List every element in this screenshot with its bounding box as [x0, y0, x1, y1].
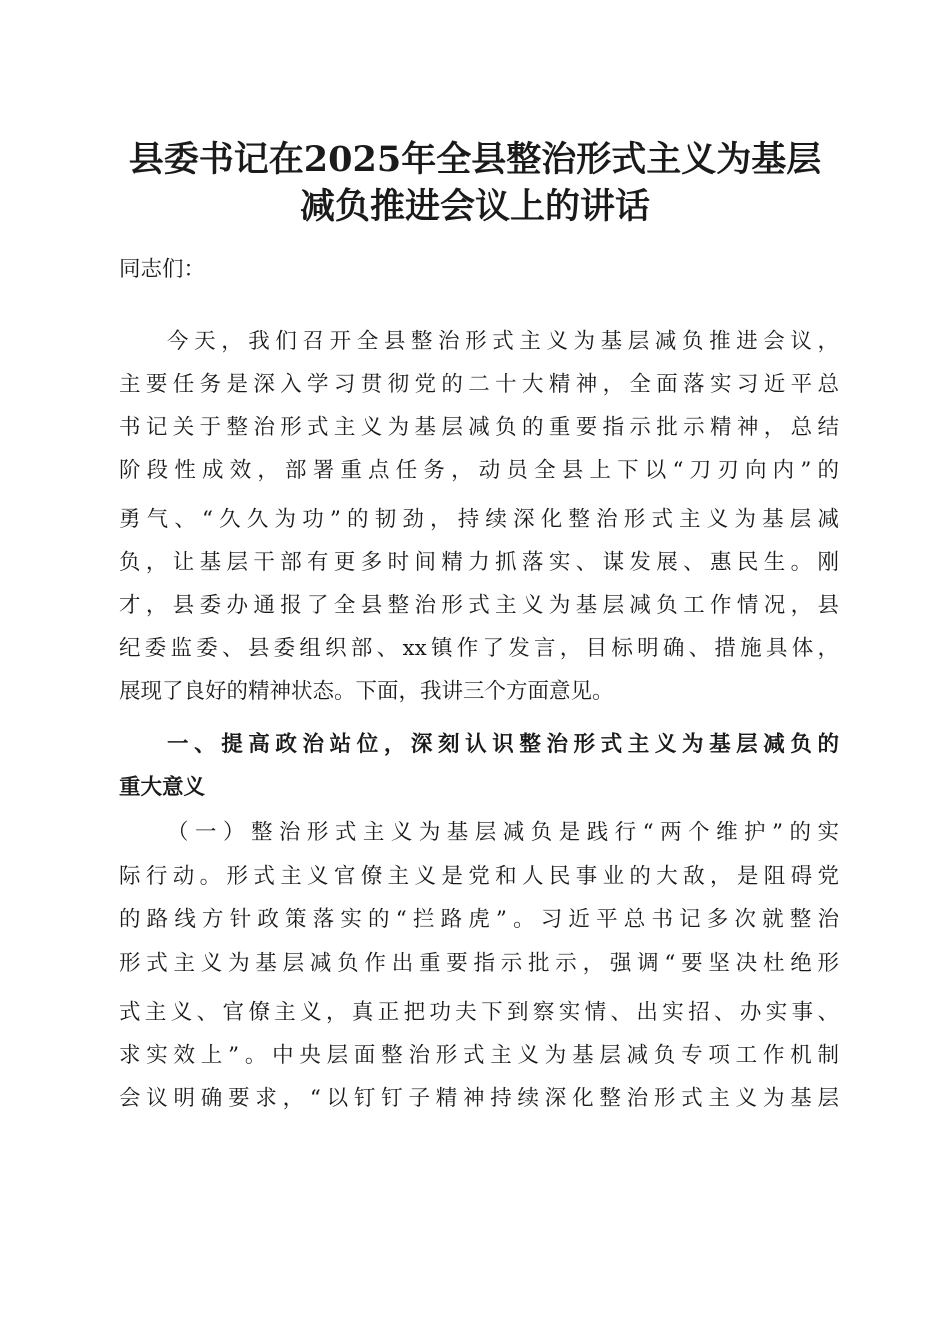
paragraph-line: 才，县委办通报了全县整治形式主义为基层减负工作情况，县 — [119, 593, 839, 618]
paragraph-line: （一）整治形式主义为基层减负是践行“两个维护”的实 — [167, 820, 839, 845]
paragraph-line: 的路线方针政策落实的“拦路虎”。习近平总书记多次就整治 — [119, 907, 839, 932]
paragraph-line: 主要任务是深入学习贯彻党的二十大精神，全面落实习近平总 — [119, 372, 839, 397]
paragraph-line: 书记关于整治形式主义为基层减负的重要指示批示精神，总结 — [119, 415, 839, 440]
paragraph-line: 会议明确要求，“以钉钉子精神持续深化整治形式主义为基层 — [119, 1086, 839, 1111]
section-heading-line-1: 一、提高政治站位，深刻认识整治形式主义为基层减负的 — [167, 732, 839, 757]
document-title-line-1: 县委书记在2025年全县整治形式主义为基层 — [128, 139, 822, 180]
paragraph-line: 式主义、官僚主义，真正把功夫下到察实情、出实招、办实事、 — [119, 1000, 839, 1025]
paragraph-line: 求实效上”。中央层面整治形式主义为基层减负专项工作机制 — [119, 1043, 839, 1068]
paragraph-line: 形式主义为基层减负作出重要指示批示，强调“要坚决杜绝形 — [119, 951, 839, 976]
paragraph-line: 际行动。形式主义官僚主义是党和人民事业的大敌，是阻碍党 — [119, 864, 839, 889]
document-title-line-2: 减负推进会议上的讲话 — [299, 186, 650, 227]
paragraph-line: 纪委监委、县委组织部、xx镇作了发言，目标明确、措施具体， — [119, 636, 839, 661]
section-heading-line-2: 重大意义 — [119, 775, 206, 800]
salutation: 同志们： — [119, 257, 206, 282]
paragraph-line: 今天，我们召开全县整治形式主义为基层减负推进会议， — [167, 329, 839, 354]
paragraph-line: 负，让基层干部有更多时间精力抓落实、谋发展、惠民生。刚 — [119, 550, 839, 575]
paragraph-line: 勇气、“久久为功”的韧劲，持续深化整治形式主义为基层减 — [119, 507, 839, 532]
paragraph-line: 展现了良好的精神状态。下面，我讲三个方面意见。 — [119, 679, 614, 704]
paragraph-line: 阶段性成效，部署重点任务，动员全县上下以“刀刃向内”的 — [119, 458, 839, 483]
